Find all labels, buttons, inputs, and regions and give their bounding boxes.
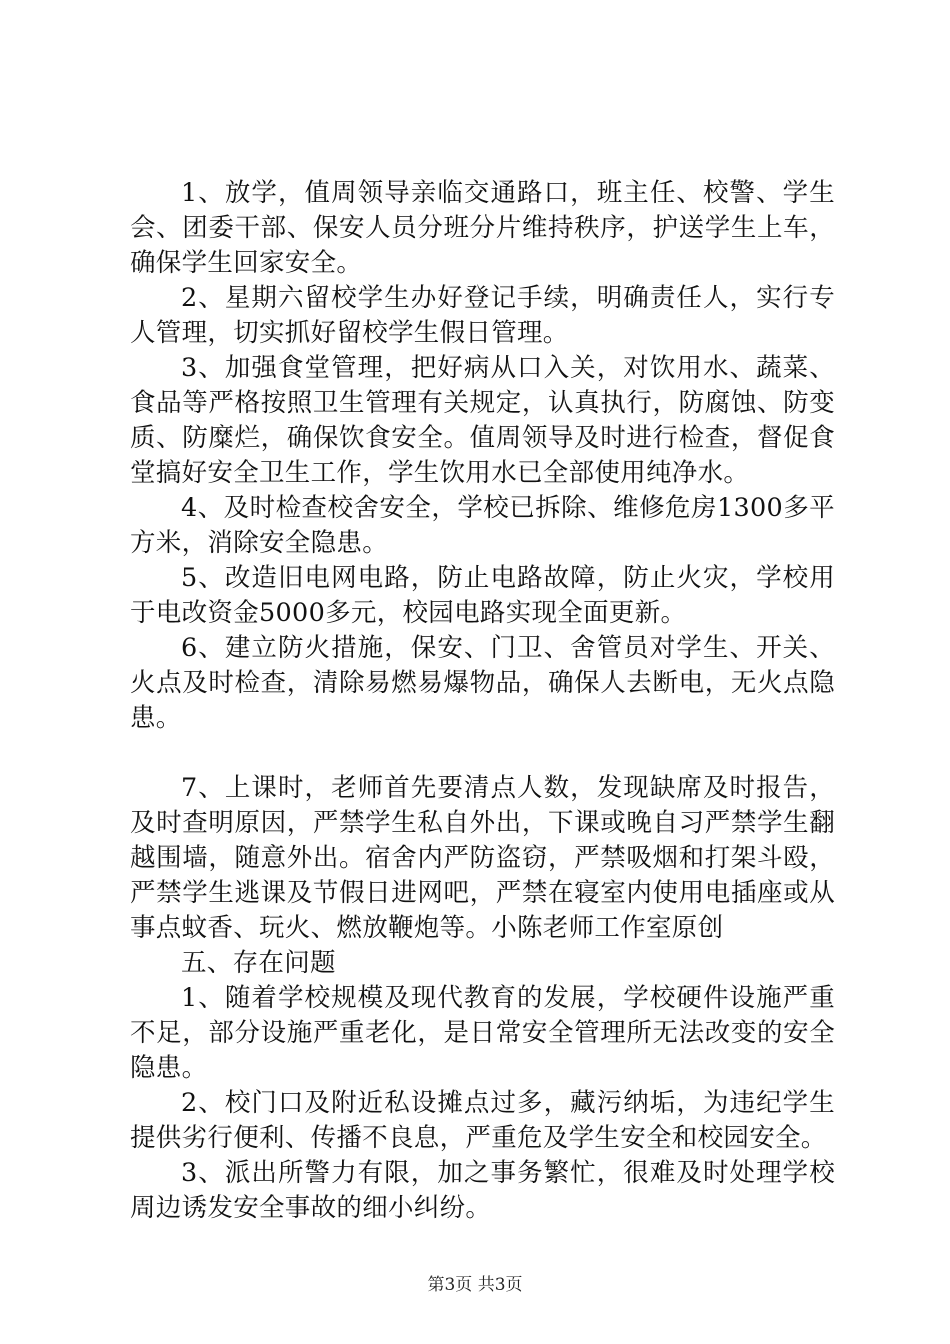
document-body bbox=[130, 176, 835, 1226]
paragraph-3: 3、加强食堂管理，把好病从口入关，对饮用水、蔬菜、食品等严格按照卫生管理有关规定，认真执行，防腐蚀、防变质、防糜烂，确保饮食安全。值周领导及时进行检查，督促食堂搞好安全卫生工作，学生饮用水已全部使用纯净水。 bbox=[130, 353, 835, 488]
paragraph-5: 5、改造旧电网电路，防止电路故障，防止火灾，学校用于电改资金5000多元，校园电路实现全面更新。 bbox=[130, 563, 835, 628]
paragraph-spacer bbox=[130, 736, 835, 771]
section-heading: 五、存在问题 bbox=[181, 948, 336, 978]
paragraph-4: 4、及时检查校舍安全，学校已拆除、维修危房1300多平方米，消除安全隐患。 bbox=[130, 493, 835, 558]
paragraph-6: 6、建立防火措施，保安、门卫、舍管员对学生、开关、火点及时检查，清除易燃易爆物品，确保人去断电，无火点隐患。 bbox=[130, 633, 835, 733]
problem-2: 2、校门口及附近私设摊点过多，藏污纳垢，为违纪学生提供劣行便利、传播不良息，严重危及学生安全和校园安全。 bbox=[130, 1088, 835, 1153]
problem-3: 3、派出所警力有限，加之事务繁忙，很难及时处理学校周边诱发安全事故的细小纠纷。 bbox=[130, 1158, 835, 1223]
problem-1: 1、随着学校规模及现代教育的发展，学校硬件设施严重不足，部分设施严重老化，是日常安全管理所无法改变的安全隐患。 bbox=[130, 983, 835, 1083]
page-number-footer: 第3页 共3页 bbox=[427, 1275, 523, 1295]
paragraph-2: 2、星期六留校学生办好登记手续，明确责任人，实行专人管理，切实抓好留校学生假日管理。 bbox=[130, 283, 835, 348]
paragraph-1: 1、放学，值周领导亲临交通路口，班主任、校警、学生会、团委干部、保安人员分班分片维持秩序，护送学生上车，确保学生回家安全。 bbox=[130, 178, 835, 278]
paragraph-7: 7、上课时，老师首先要清点人数，发现缺席及时报告，及时查明原因，严禁学生私自外出，下课或晚自习严禁学生翻越围墙，随意外出。宿舍内严防盗窃，严禁吸烟和打架斗殴，严禁学生逃课及节假日进网吧，严禁在寝室内使用电插座或从事点蚊香、玩火、燃放鞭炮等。小陈老师工作室原创 bbox=[130, 773, 835, 943]
